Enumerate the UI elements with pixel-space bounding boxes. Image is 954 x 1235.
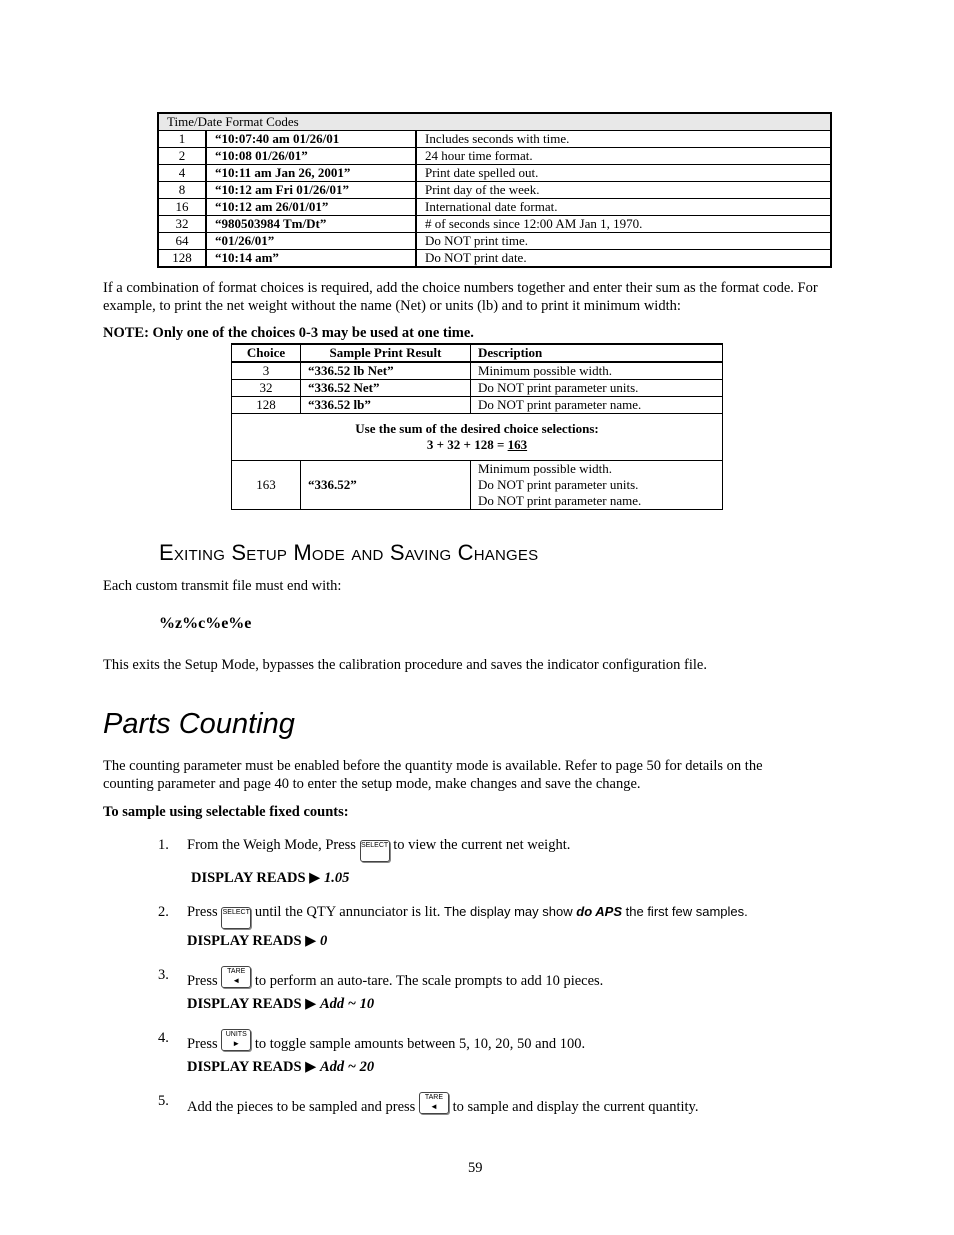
header-sample: Sample Print Result [301,344,471,362]
header-description: Description [471,344,723,362]
exit-paragraph-2: This exits the Setup Mode, bypasses the calibration procedure and saves the indicator configuration file. [103,657,707,673]
step-number: 4. [158,1030,169,1046]
step-1 [158,836,858,854]
table-header-row [232,344,723,362]
step-text: Press [187,904,218,920]
code-cell: 8 [158,182,206,199]
table-row [232,397,723,414]
key-label: SELECT [360,842,389,849]
table-row [158,199,831,216]
table-row [158,250,831,268]
table-row [232,380,723,397]
table-row [158,182,831,199]
step-number: 5. [158,1093,169,1109]
sample-cell: “10:14 am” [206,250,416,268]
step-2 [158,903,858,921]
units-key-icon [221,1029,251,1051]
step-text: to perform an auto-tare. The scale prompts to add 10 pieces. [254,973,604,989]
step-text: to view the current net weight. [393,837,571,853]
table-row [158,131,831,148]
display-reads-3 [187,995,374,1013]
code-cell: 1 [158,131,206,148]
tare-key-icon [221,966,251,988]
step-text: to sample and display the current quantity. [452,1099,699,1115]
code-cell: 64 [158,233,206,250]
key-label: TARE [424,1094,444,1101]
right-arrow-icon: ► [232,1039,241,1048]
display-label: DISPLAY READS ▶ [187,933,317,949]
desc-line: Do NOT print parameter units. [478,477,639,492]
step-text: to toggle sample amounts between 5, 10, 20, 50 and 100. [254,1036,586,1052]
time-date-format-table [157,112,832,268]
display-value: Add ~ 10 [319,996,375,1012]
choice-cell: 163 [232,461,301,510]
display-reads-1 [191,869,349,887]
choice-cell: 3 [232,362,301,380]
combination-paragraph: If a combination of format choices is required, add the choice numbers together and enter their sum as the format code. For example, to print the net weight without the name (Net) or units (lb) and to print it minimum width: [103,280,818,314]
left-arrow-icon: ◄ [429,1102,438,1111]
desc-cell [471,461,723,510]
desc-cell: Print date spelled out. [416,165,831,182]
desc-cell: Do NOT print time. [416,233,831,250]
desc-cell: International date format. [416,199,831,216]
exit-code: %z%c%e%e [159,615,252,632]
page-number: 59 [468,1160,483,1176]
sample-cell: “10:07:40 am 01/26/01 [206,131,416,148]
display-value: 1.05 [323,870,350,886]
table-row [232,362,723,380]
select-key-icon [221,907,251,929]
desc-line: Do NOT print parameter name. [478,493,642,508]
choice-cell: 32 [232,380,301,397]
section-heading-exit: Exiting Setup Mode and Saving Changes [159,540,539,565]
sample-cell: “336.52 Net” [301,380,471,397]
table-title: Time/Date Format Codes [158,113,831,131]
code-cell: 16 [158,199,206,216]
step-number: 3. [158,967,169,983]
sum-value: 163 [507,437,528,452]
key-label: TARE [227,968,246,975]
table-row [158,216,831,233]
step-note-emphasis: do APS [576,904,623,919]
exit-paragraph: Each custom transmit file must end with: [103,578,342,594]
code-cell: 128 [158,250,206,268]
display-label: DISPLAY READS ▶ [191,870,321,886]
step-text: From the Weigh Mode, Press [187,837,356,853]
sample-cell: “10:12 am Fri 01/26/01” [206,182,416,199]
choice-cell: 128 [232,397,301,414]
display-value: Add ~ 20 [319,1059,375,1075]
desc-cell: Do NOT print parameter name. [471,397,723,414]
final-row [232,461,723,510]
key-label: UNITS [225,1031,247,1038]
step-note: the first few samples. [625,904,748,919]
note-text: NOTE: Only one of the choices 0-3 may be used at one time. [103,325,474,341]
code-cell: 2 [158,148,206,165]
display-reads-2 [187,932,327,950]
desc-cell: Minimum possible width. [471,362,723,380]
display-reads-4 [187,1058,374,1076]
desc-cell: Print day of the week. [416,182,831,199]
step-text: Press [187,973,218,989]
sample-cell: “10:08 01/26/01” [206,148,416,165]
step-number: 1. [158,837,169,853]
tare-key-icon [419,1092,449,1114]
step-number: 2. [158,904,169,920]
sum-expression: 3 + 32 + 128 = [426,437,508,452]
parts-paragraph-line-1: The counting parameter must be enabled before the quantity mode is available. Refer to page 50 for details on the [103,758,763,774]
sum-line-1: Use the sum of the desired choice selections: [355,421,599,436]
display-label: DISPLAY READS ▶ [187,996,317,1012]
left-arrow-icon: ◄ [232,976,241,985]
code-cell: 4 [158,165,206,182]
sum-cell [232,414,723,461]
step-5 [158,1092,858,1115]
sample-cell: “980503984 Tm/Dt” [206,216,416,233]
step-3 [158,966,858,989]
sum-row [232,414,723,461]
table-row [158,148,831,165]
sample-cell: “01/26/01” [206,233,416,250]
key-label: SELECT [222,909,250,916]
select-key-icon [360,840,390,862]
section-heading-parts: Parts Counting [103,708,295,740]
step-text: Press [187,1036,218,1052]
sample-cell: “10:12 am 26/01/01” [206,199,416,216]
sample-heading: To sample using selectable fixed counts: [103,804,349,820]
header-choice: Choice [232,344,301,362]
desc-cell: # of seconds since 12:00 AM Jan 1, 1970. [416,216,831,233]
sample-cell: “336.52” [301,461,471,510]
step-text: until the QTY annunciator is lit. [254,904,441,920]
choice-example-table [231,343,723,510]
desc-cell: Do NOT print date. [416,250,831,268]
parts-paragraph-line-2: counting parameter and page 40 to enter the setup mode, make changes and save the change. [103,776,641,792]
desc-cell: Includes seconds with time. [416,131,831,148]
sample-cell: “336.52 lb” [301,397,471,414]
table-row [158,233,831,250]
sample-cell: “336.52 lb Net” [301,362,471,380]
sample-cell: “10:11 am Jan 26, 2001” [206,165,416,182]
table-row [158,165,831,182]
sum-line-2 [239,437,715,453]
display-value: 0 [319,933,328,949]
code-cell: 32 [158,216,206,233]
step-note: The display may show [444,904,573,919]
desc-cell: Do NOT print parameter units. [471,380,723,397]
display-label: DISPLAY READS ▶ [187,1059,317,1075]
desc-line: Minimum possible width. [478,461,612,476]
step-4 [158,1029,858,1052]
desc-cell: 24 hour time format. [416,148,831,165]
step-text: Add the pieces to be sampled and press [187,1099,416,1115]
